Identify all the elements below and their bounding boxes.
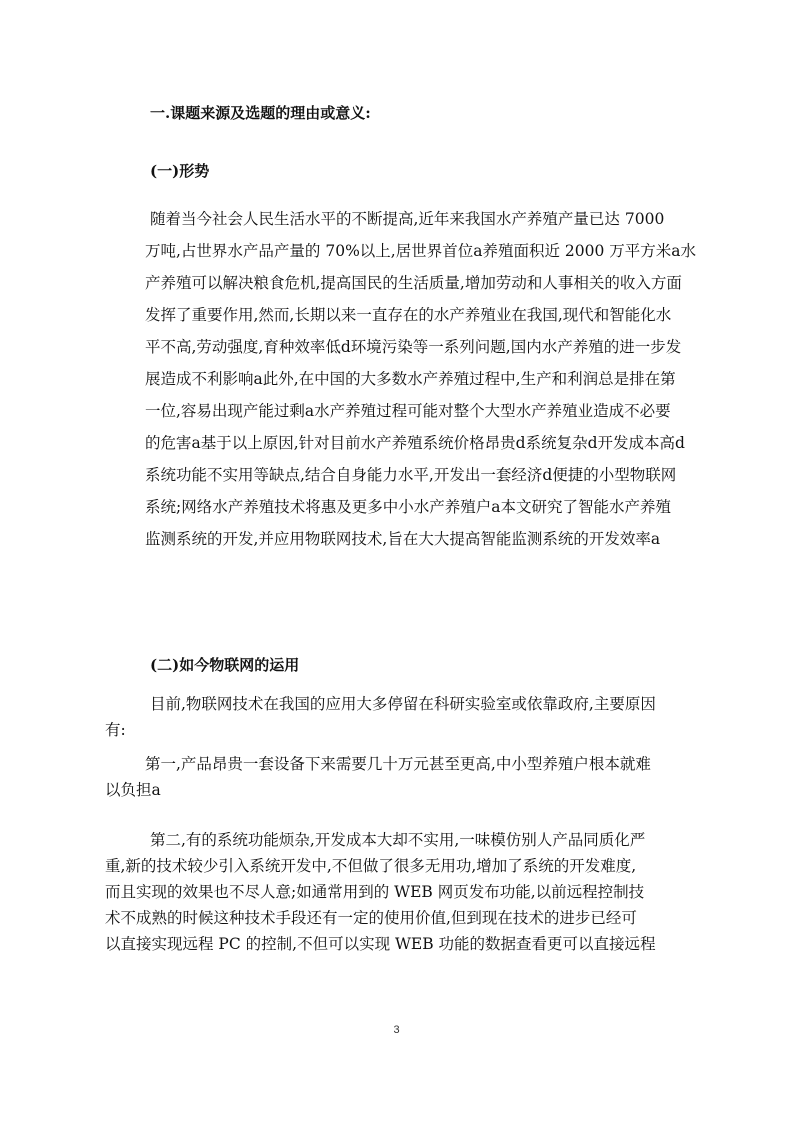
paragraph-point-one <box>105 751 690 803</box>
subsection-title-iot: (二)如今物联网的运用 <box>150 656 300 674</box>
paragraph-point-two <box>105 827 690 957</box>
text-line: 有: <box>105 721 126 739</box>
text-line: 系统功能不实用等缺点,结合自身能力水平,开发出一套经济d便捷的小型物联网 <box>145 466 677 484</box>
text-line: 第二,有的系统功能烦杂,开发成本大却不实用,一味模仿别人产品同质化严 <box>150 831 646 849</box>
text-line: 而且实现的效果也不尽人意;如通常用到的 WEB 网页发布功能,以前远程控制技 <box>105 883 645 901</box>
text-line: 重,新的技术较少引入系统开发中,不但做了很多无用功,增加了系统的开发难度, <box>105 857 637 875</box>
text-line: 产养殖可以解决粮食危机,提高国民的生活质量,增加劳动和人事相关的收入方面 <box>145 274 682 292</box>
text-line: 随着当今社会人民生活水平的不断提高,近年来我国水产养殖产量已达 7000 <box>150 210 665 228</box>
text-line: 第一,产品昂贵一套设备下来需要几十万元甚至更高,中小型养殖户根本就难 <box>145 755 651 773</box>
subsection-title-situation: (一)形势 <box>150 162 210 180</box>
text-line: 万吨,占世界水产品产量的 70%以上,居世界首位a养殖面积近 2000 万平方米a水 <box>145 242 697 260</box>
text-line: 展造成不利影响a此外,在中国的大多数水产养殖过程中,生产和利润总是排在第 <box>145 370 676 388</box>
text-line: 平不高,劳动强度,育种效率低d环境污染等一系列问题,国内水产养殖的进一步发 <box>145 338 682 356</box>
text-line: 目前,物联网技术在我国的应用大多停留在科研实验室或依靠政府,主要原因 <box>150 695 656 713</box>
page-number: 3 <box>393 1024 400 1036</box>
text-line: 系统;网络水产养殖技术将惠及更多中小水产养殖户a本文研究了智能水产养殖 <box>145 498 671 516</box>
text-line: 的危害a基于以上原因,针对目前水产养殖系统价格昂贵d系统复杂d开发成本高d <box>145 434 685 452</box>
text-line: 监测系统的开发,并应用物联网技术,旨在大大提高智能监测系统的开发效率a <box>145 530 661 548</box>
text-line: 发挥了重要作用,然而,长期以来一直存在的水产养殖业在我国,现代和智能化水 <box>145 306 672 324</box>
text-line: 一位,容易出现产能过剩a水产养殖过程可能对整个大型水产养殖业造成不必要 <box>145 402 671 420</box>
paragraph-situation <box>145 203 697 555</box>
section-heading: 一.课题来源及选题的理由或意义: <box>150 104 371 122</box>
text-line: 以直接实现远程 PC 的控制,不但可以实现 WEB 功能的数据查看更可以直接远程 <box>105 935 656 953</box>
paragraph-iot-intro <box>105 691 690 743</box>
text-line: 以负担a <box>105 781 161 799</box>
text-line: 术不成熟的时候这种技术手段还有一定的使用价值,但到现在技术的进步已经可 <box>105 909 637 927</box>
